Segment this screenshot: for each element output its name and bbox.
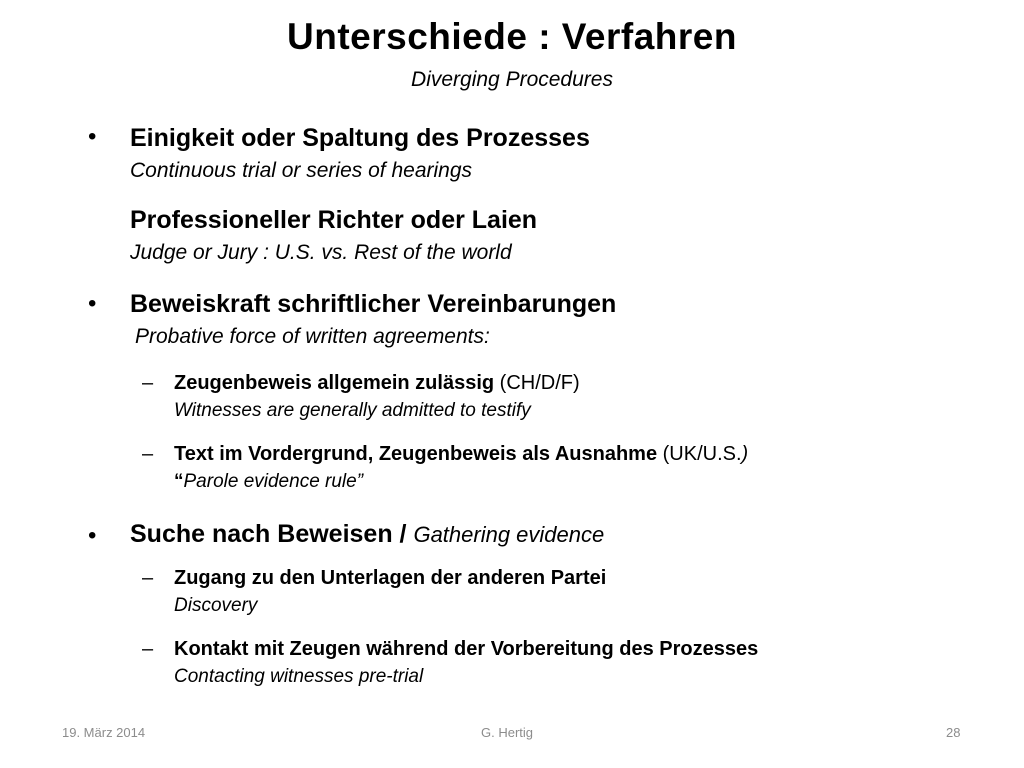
bullet-title: Professioneller Richter oder Laien bbox=[130, 206, 538, 234]
subbullet-subtitle: “Parole evidence rule” bbox=[174, 471, 364, 492]
bullet-unity-trial bbox=[130, 124, 590, 183]
subbullet-witness-admissible bbox=[174, 372, 580, 422]
subbullet-title: Text im Vordergrund, Zeugenbeweis als Ausnahme (UK/U.S.) bbox=[174, 443, 749, 465]
dash-marker: – bbox=[142, 443, 154, 465]
jurisdiction-label: (CH/D/F) bbox=[499, 372, 580, 394]
bullet-marker: • bbox=[88, 522, 97, 549]
slide-title: Unterschiede : Verfahren bbox=[287, 16, 737, 57]
bullet-title: Beweiskraft schriftlicher Vereinbarungen bbox=[130, 290, 617, 318]
bullet-probative-force bbox=[130, 290, 616, 349]
bullet-gathering-evidence bbox=[130, 520, 604, 549]
bullet-subtitle: Judge or Jury : U.S. vs. Rest of the world bbox=[130, 241, 512, 264]
subbullet-title: Zugang zu den Unterlagen der anderen Partei bbox=[174, 567, 607, 589]
subbullet-subtitle: Contacting witnesses pre-trial bbox=[174, 666, 424, 687]
footer-page-number: 28 bbox=[946, 725, 961, 740]
subbullet-subtitle: Witnesses are generally admitted to testify bbox=[174, 400, 531, 421]
bullet-title-translation: Gathering evidence bbox=[413, 522, 605, 547]
bullet-subtitle: Continuous trial or series of hearings bbox=[130, 159, 473, 182]
slide-subtitle: Diverging Procedures bbox=[411, 68, 613, 91]
subbullet-discovery bbox=[174, 567, 606, 617]
bullet-marker: • bbox=[88, 290, 97, 317]
dash-marker: – bbox=[142, 372, 154, 394]
subbullet-title: Zeugenbeweis allgemein zulässig (CH/D/F) bbox=[174, 372, 580, 394]
jurisdiction-label: (UK/U.S. bbox=[662, 443, 742, 465]
subbullet-title: Kontakt mit Zeugen während der Vorbereitung des Prozesses bbox=[174, 638, 759, 660]
footer-date: 19. März 2014 bbox=[62, 725, 146, 740]
dash-marker: – bbox=[142, 567, 154, 589]
footer-author: G. Hertig bbox=[481, 725, 534, 740]
subbullet-subtitle: Discovery bbox=[174, 595, 258, 616]
dash-marker: – bbox=[142, 638, 154, 660]
bullet-title: Suche nach Beweisen / Gathering evidence bbox=[130, 520, 605, 548]
bullet-marker: • bbox=[88, 123, 97, 150]
subbullet-contact-witnesses bbox=[174, 638, 758, 688]
bullet-subtitle: Probative force of written agreements: bbox=[135, 325, 490, 348]
bullet-title: Einigkeit oder Spaltung des Prozesses bbox=[130, 124, 590, 152]
bullet-judge-jury bbox=[130, 206, 537, 265]
subbullet-text-priority bbox=[174, 443, 748, 493]
